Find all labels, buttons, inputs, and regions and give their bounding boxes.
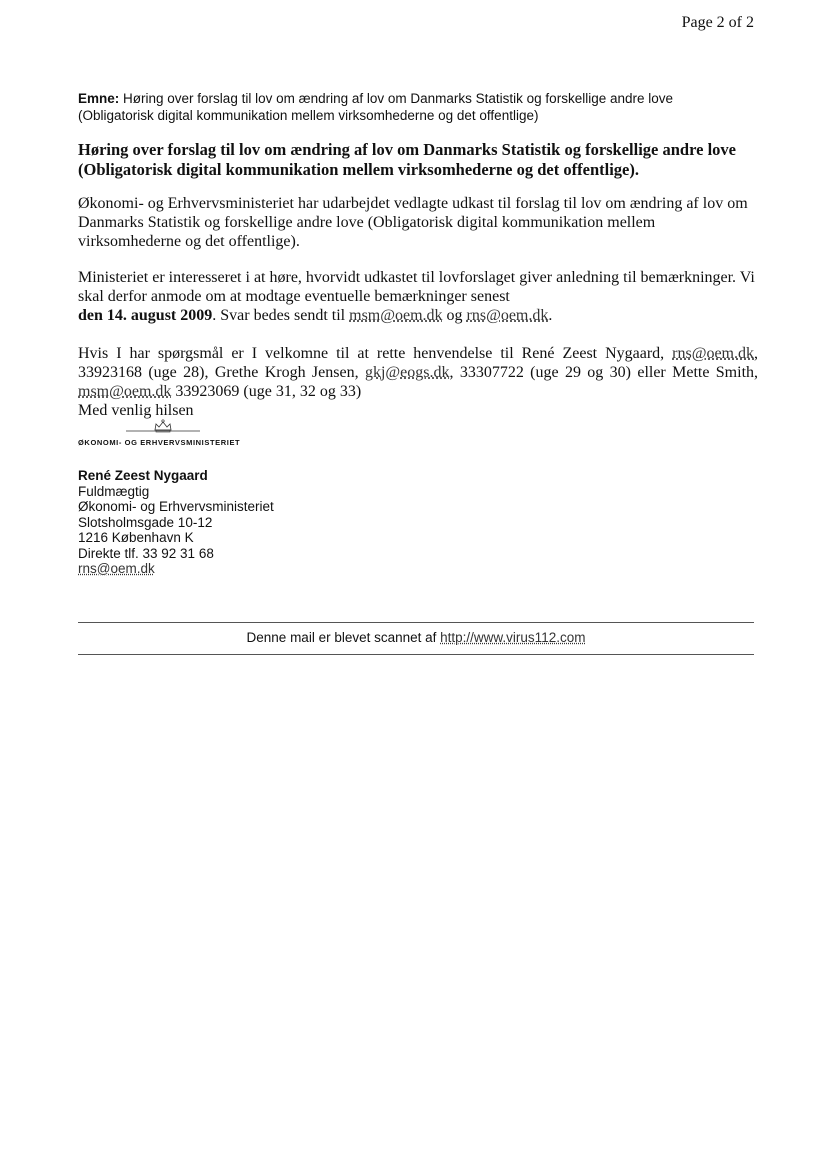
deadline-date: den 14. august 2009	[78, 307, 213, 324]
and-text: og	[446, 307, 463, 324]
signature-city: 1216 København K	[78, 530, 194, 545]
divider-bottom	[78, 654, 754, 655]
signature-title: Fuldmægtig	[78, 483, 150, 499]
signature-name: René Zeest Nygaard	[78, 468, 208, 483]
send-to-text: . Svar bedes sendt til	[212, 307, 346, 324]
deadline-text: Ministeriet er interesseret i at høre, hvorvidt udkastet til lovforslaget giver anledning til bemærkninger. Vi skal derfor anmode om at modtage eventuelle bemærkninger senest	[78, 269, 755, 305]
subject-line-2: (Obligatorisk digital kommunikation mellem virksomhederne og det offentlige)	[78, 108, 539, 123]
period-text: .	[548, 307, 553, 324]
crown-icon	[78, 418, 268, 438]
email-link-rns[interactable]: rns@oem.dk	[466, 307, 549, 324]
email-link-gkj[interactable]: gkj@eogs.dk	[364, 364, 450, 381]
subject-line-1: Høring over forslag til lov om ændring af lov om Danmarks Statistik og forskellige andre love	[123, 91, 674, 106]
contacts-text-3: , 33307722 (uge 29 og 30) eller Mette Smith,	[449, 364, 759, 381]
logo-text: ØKONOMI- OG ERHVERVSMINISTERIET	[78, 438, 241, 447]
email-link-rns-2[interactable]: rns@oem.dk	[672, 345, 754, 362]
scanned-text: Denne mail er blevet scannet af	[246, 630, 437, 645]
signature-block	[78, 468, 274, 577]
divider-top	[78, 622, 754, 623]
contacts-text-1: Hvis I har spørgsmål er I velkomne til at rette henvendelse til René Zeest Nygaard,	[78, 345, 665, 362]
signature-street: Slotsholmsgade 10-12	[78, 514, 213, 530]
signature-email[interactable]: rns@oem.dk	[78, 561, 155, 576]
signature-organization: Økonomi- og Erhvervsministeriet	[78, 499, 274, 514]
page-number: Page 2 of 2	[681, 14, 754, 31]
contacts-text-2: , 33923168 (uge 28), Grethe Krogh Jensen,	[78, 345, 758, 381]
contacts-text-4: 33923069 (uge 31, 32 og 33)	[175, 383, 362, 400]
scanned-notice	[78, 630, 754, 645]
email-link-msm[interactable]: msm@oem.dk	[349, 307, 443, 324]
ministry-logo	[78, 418, 268, 452]
closing: Med venlig hilsen	[78, 402, 194, 419]
subject-label: Emne:	[78, 91, 120, 106]
paragraph-deadline	[78, 268, 758, 325]
document-heading: Høring over forslag til lov om ændring af lov om Danmarks Statistik og forskellige andre love (Obligatorisk digital kommunikation mellem virksomhederne og det offentlige).	[78, 140, 736, 179]
signature-phone: Direkte tlf. 33 92 31 68	[78, 545, 214, 561]
paragraph-contacts	[78, 344, 758, 420]
paragraph-intro: Økonomi- og Erhvervsministeriet har udarbejdet vedlagte udkast til forslag til lov om ændring af lov om Danmarks Statistik og forskellige andre love (Obligatorisk digital kommunikation mellem virksomhederne og det offentlige).	[78, 195, 748, 250]
virus-scan-link[interactable]: http://www.virus112.com	[440, 630, 586, 645]
subject-block	[78, 90, 758, 124]
email-link-msm-2[interactable]: msm@oem.dk	[78, 383, 172, 400]
